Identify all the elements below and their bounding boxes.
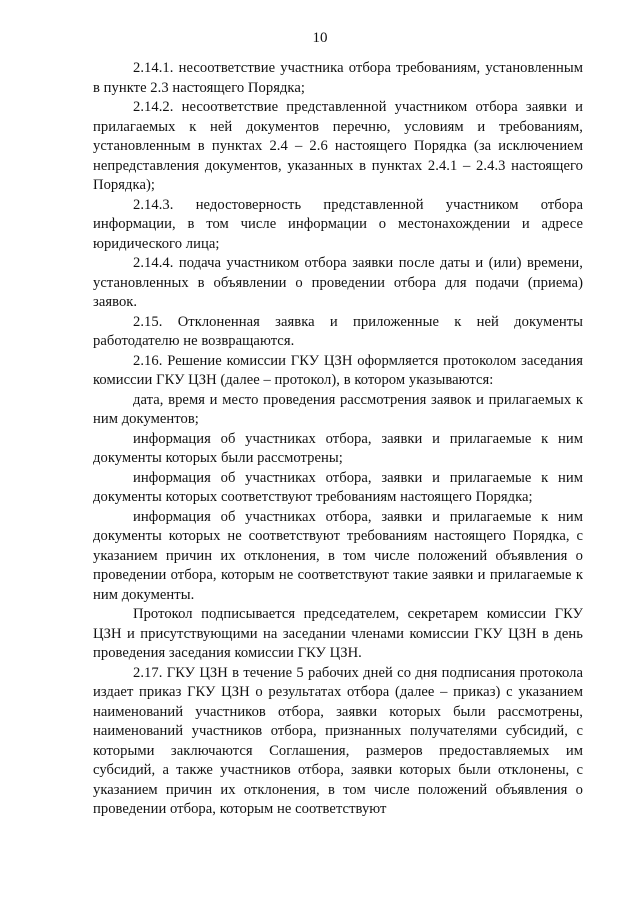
paragraph-protocol-signing: Протокол подписывается председателем, секретарем комиссии ГКУ ЦЗН и присутствующими на заседании членами комиссии ГКУ ЦЗН в день проведения заседания комиссии ГКУ ЦЗН. <box>93 606 583 661</box>
paragraph-2-14-4: 2.14.4. подача участником отбора заявки после даты и (или) времени, установленных в объявлении о проведении отбора для подачи (приема) заявок. <box>93 255 583 310</box>
paragraph-protocol-item-reviewed: информация об участниках отбора, заявки и прилагаемые к ним документы которых были рассмотрены; <box>93 430 583 466</box>
paragraph-protocol-item-rejected: информация об участниках отбора, заявки и прилагаемые к ним документы которых не соответствуют требованиям настоящего Порядка, с указанием причин их отклонения, в том числе положений объявления о проведении отбора, которым не соответствуют такие заявки и прилагаемые к ним документы. <box>93 508 583 603</box>
paragraph-2-16: 2.16. Решение комиссии ГКУ ЦЗН оформляется протоколом заседания комиссии ГКУ ЦЗН (далее – протокол), в котором указываются: <box>93 352 583 388</box>
page-number: 10 <box>312 30 328 46</box>
paragraph-2-14-2: 2.14.2. несоответствие представленной участником отбора заявки и прилагаемых к ней документов перечню, условиям и требованиям, установленным в пунктах 2.4 – 2.6 настоящего Порядка (за исключением непредставления документов, указанных в пунктах 2.4.1 – 2.4.3 настоящего Порядка); <box>93 99 583 193</box>
paragraph-2-14-3: 2.14.3. недостоверность представленной участником отбора информации, в том числе информации о местонахождении и адресе юридического лица; <box>93 196 583 252</box>
paragraph-protocol-item-compliant: информация об участниках отбора, заявки и прилагаемые к ним документы которых соответствуют требованиям настоящего Порядка; <box>93 469 583 505</box>
document-body <box>93 59 583 820</box>
paragraph-2-15: 2.15. Отклоненная заявка и приложенные к ней документы работодателю не возвращаются. <box>93 313 583 349</box>
paragraph-2-17: 2.17. ГКУ ЦЗН в течение 5 рабочих дней со дня подписания протокола издает приказ ГКУ ЦЗН о результатах отбора (далее – приказ) с указанием наименований участников отбора, заявки которых были рассмотрены, наименований участников отбора, признанных получателями субсидий, с которыми заключаются Соглашения, размеров предоставляемых им субсидий, а также участников отбора, заявки которых были отклонены, с указанием причин их отклонения, в том числе положений объявления о проведении отбора, которым не соответствуют <box>93 664 583 817</box>
paragraph-2-14-1: 2.14.1. несоответствие участника отбора требованиям, установленным в пункте 2.3 настоящего Порядка; <box>93 60 583 96</box>
paragraph-protocol-item-date: дата, время и место проведения рассмотрения заявок и прилагаемых к ним документов; <box>93 391 583 427</box>
